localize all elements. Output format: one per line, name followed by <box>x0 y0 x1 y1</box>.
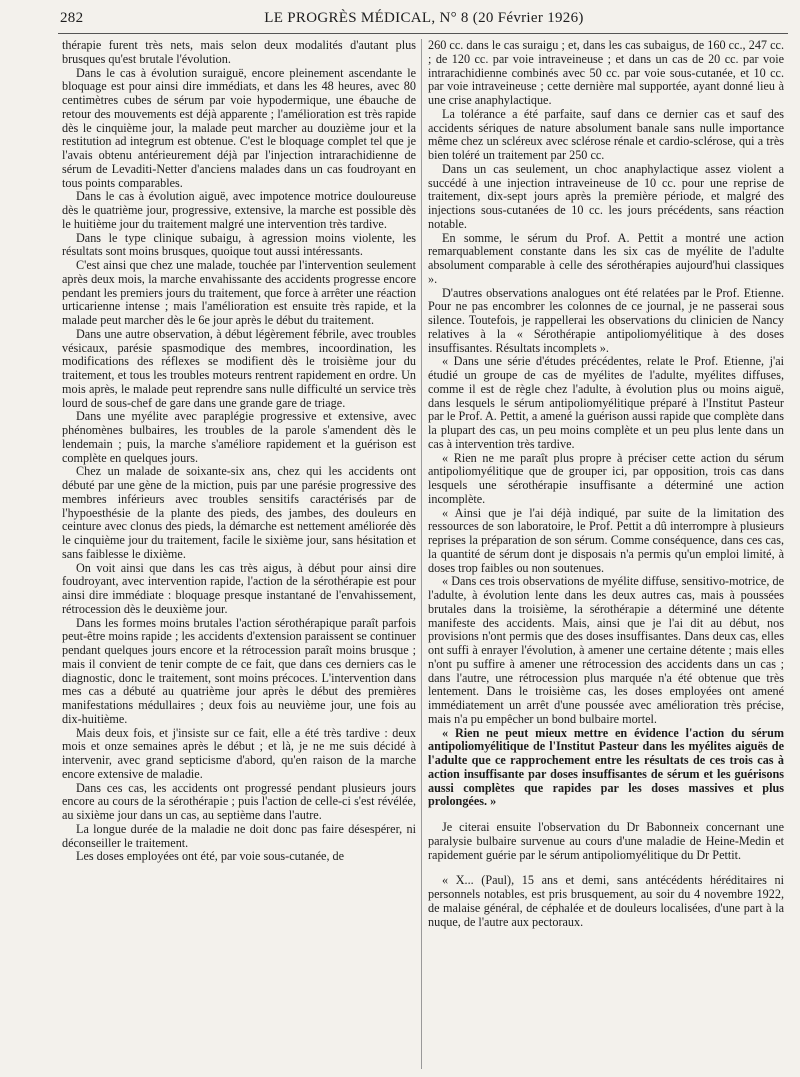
running-header <box>60 10 788 34</box>
paragraph: 260 cc. dans le cas suraigu ; et, dans les cas subaigus, de 160 cc., 247 cc. ; de 120 cc. par voie intraveineuse ; et dans un cas de 20 cc. par voie intrarachidienne combinés avec 50 cc. par voie sous-cutanée, et 10 cc. par voie intraveineuse ; cette dernière mal supportée, ayant donné lieu à une crise anaphylactique. <box>428 39 784 107</box>
paragraph: D'autres observations analogues ont été relatées par le Prof. Etienne. Pour ne pas encombrer les colonnes de ce journal, je ne passerai sous silence. Toutefois, je rappellerai les observations du clinicien de Nancy relatives à la « Sérothérapie antipoliomyélitique à des doses insuffisantes. Résultats incomplets ». <box>428 285 784 355</box>
header-rule <box>58 33 788 34</box>
paragraph: Dans le type clinique subaigu, à agression moins violente, les résultats sont moins brusques, quoique tout aussi intéressants. <box>62 230 416 259</box>
paragraph: Dans le cas à évolution suraiguë, encore pleinement ascendante le bloquage est pour ainsi dire immédiats, et dans les 48 heures, avec 80 centimètres cubes de sérum par voie hypodermique, une ébauche de retour des mouvements est déjà apparente ; l'amélioration est très rapide dès le cinquième jour, la malade peut marcher au douzième jour et la restitution ad integrum est obtenue. C'est le bloquage complet tel que je l'avais obtenu antérieurement déjà par l'injection intrarachidienne de sérum de Levaditi-Netter d'anciens malades dans un cas foudroyant en tous points comparables. <box>62 65 416 190</box>
paragraph: En somme, le sérum du Prof. A. Pettit a montré une action remarquablement constante dans les six cas de myélite de l'adulte absolument comparable à celle des sérothérapies aujourd'hui classiques ». <box>428 230 784 286</box>
case-report-paragraph: « X... (Paul), 15 ans et demi, sans antécédents héréditaires ni personnels notables, est pris brusquement, au soir du 4 novembre 1922, de malaise général, de céphalée et de douleurs localisées, d'une part à la nuque, de l'autre aux pectoraux. <box>428 873 784 929</box>
paragraph: thérapie furent très nets, mais selon deux modalités d'autant plus brusques qu'est brutale l'évolution. <box>62 39 416 66</box>
paragraph: La longue durée de la maladie ne doit donc pas faire désespérer, ni déconseiller le traitement. <box>62 821 416 850</box>
paragraph: Les doses employées ont été, par voie sous-cutanée, de <box>76 849 345 864</box>
paragraph: Dans une autre observation, à début légèrement fébrile, avec troubles vésicaux, parésie spasmodique des membres, incoordination, les modifications des réflexes se modifient dès le troisième jour du traitement, et tous les troubles moteurs rentrent rapidement en ordre. Un mois après, le malade peut reprendre sans nulle difficulté un service très lourd de sous-chef de gare dans une grande gare de triage. <box>62 326 416 410</box>
paragraph: Dans ces cas, les accidents ont progressé pendant plusieurs jours encore au cours de la sérothérapie ; puis l'action de celle-ci s'est révélée, au sixième jour dans un cas, au septième dans l'autre. <box>62 780 416 822</box>
quote-paragraph: « Rien ne peut mieux mettre en évidence l'action du sérum antipoliomyélitique de l'Institut Pasteur dans les myélites aiguës de l'adulte que ce rapprochement entre les résultats de ces trois cas à action insuffisante par doses insuffisantes de sérum et les guérisons aussi complètes que rapides par les doses massives et plus prolongées. » <box>428 725 784 809</box>
paragraph: Dans un cas seulement, un choc anaphylactique assez violent a succédé à une injection intraveineuse de 10 cc. pour une reprise de traitement, dix-sept jours après la première période, et malgré des injections sous-cutanées de 10 cc. les jours précédents, sans réaction notable. <box>428 161 784 231</box>
paragraph: Dans une myélite avec paraplégie progressive et extensive, avec phénomènes bulbaires, les troubles de la parole s'amendent dès le lendemain ; puis, la marche s'améliore rapidement et la guérison est complète en quelques jours. <box>62 409 416 465</box>
column-divider <box>421 39 422 1069</box>
paragraph: Je citerai ensuite l'observation du Dr Babonneix concernant une paralysie bulbaire survenue au cours d'une maladie de Heine-Medin et rapidement guérie par le sérum antipoliomyélitique du Dr Pettit. <box>428 820 784 862</box>
page-number: 282 <box>60 10 84 26</box>
paragraph: Mais deux fois, et j'insiste sur ce fait, elle a été très tardive : deux mois et onze semaines après le début ; et là, je ne me suis décidé à intervenir, avec grand septicisme d'abord, qu'en raison de la marche encore extensive de maladie. <box>62 725 416 781</box>
quote-paragraph: « Ainsi que je l'ai déjà indiqué, par suite de la limitation des ressources de son laboratoire, le Prof. Pettit a dû interrompre à plusieurs reprises la préparation de son sérum. Comme conséquence, dans ces cas, la quantité de sérum dont je disposais n'a permis qu'un emploi limité, à doses trop faibles ou non soutenues. <box>428 505 784 575</box>
quote-paragraph: « Dans une série d'études précédentes, relate le Prof. Etienne, j'ai étudié un groupe de cas de myélites de l'adulte, myélites diffuses, comme il est de règle chez l'adulte, à évolution plus ou moins aiguë, dans lesquels le sérum antipoliomyélitique préparé à l'Institut Pasteur par le Prof. A. Pettit, a amené la guérison aussi rapide que complète dans la plupart des cas, un peu moins complète et un peu plus lente dans un cas à intervention très tardive. <box>428 354 784 451</box>
paragraph: Dans le cas à évolution aiguë, avec impotence motrice douloureuse dès le quatrième jour, progressive, extensive, la marche est possible dès le huitième jour du traitement malgré une intervention très tardive. <box>62 189 416 231</box>
quote-paragraph: « Dans ces trois observations de myélite diffuse, sensitivo-motrice, de l'adulte, à évolution lente dans les deux autres cas, mais à poussées brutales dans la troisième, la sérothérapie a déterminé une détente manifeste des accidents. Mais, ainsi que je l'ai dit au début, nos provisions n'ont permis que des doses insuffisantes. Dans deux cas, elles ont suffi à enrayer l'évolution, à amener une certaine détente ; mais elles n'ont pu suffire à amener une rétrocession des accidents dans un cas ; dans l'autre, une rétrocession plus marquée n'a été obtenue que très lentement. Dans le troisième cas, les doses employées ont amené immédiatement un arrêt d'une poussée avec amélioration très précise, mais n'a pu empêcher un bond bulbaire mortel. <box>428 574 784 726</box>
paragraph: On voit ainsi que dans les cas très aigus, à début pour ainsi dire foudroyant, avec intervention rapide, l'action de la sérothérapie est pour ainsi dire immédiate : bloquage presque instantané de l'envahissement, rétrocession dès le deuxième jour. <box>62 560 416 616</box>
paragraph: La tolérance a été parfaite, sauf dans ce dernier cas et sauf des accidents sériques de nature absolument banale sans nulle importance même chez un scléreux avec sclérose rénale et cardio-sclérose, qui a très bien toléré un traitement par 250 cc. <box>428 106 784 162</box>
quote-paragraph: « Rien ne me paraît plus propre à préciser cette action du sérum antipoliomyélitique que de grouper ici, par opposition, trois cas dans lesquels une sérothérapie insuffisante a déterminé une action incomplète. <box>428 450 784 506</box>
right-column <box>428 39 784 1069</box>
paragraph: Chez un malade de soixante-six ans, chez qui les accidents ont débuté par une gène de la miction, puis par une parésie progressive des membres inférieurs avec troubles sensitifs caractérisés par de l'hypoesthésie de la plante des pieds, des jambes, des douleurs en ceinture avec clonus des pieds, la démarche est nettement améliorée dès le cinquième jour du traitement, facile le sixième jour, sans hésitation et sans faiblesse le dixième. <box>62 464 416 561</box>
left-column <box>62 39 416 1069</box>
paragraph: C'est ainsi que chez une malade, touchée par l'intervention seulement après deux mois, la marche envahissante des accidents progresse encore pendant les premiers jours du traitement, que force à arrêter une réaction urticarienne intense ; mais l'amélioration est ensuite très rapide, et la malade peut marcher dès le 6e jour après le début du traitement. <box>62 258 416 327</box>
journal-title: LE PROGRÈS MÉDICAL, N° 8 (20 Février 1926) <box>264 10 584 26</box>
paragraph: Dans les formes moins brutales l'action sérothérapique paraît parfois peut-être moins rapide ; les accidents d'extension paraissent se continuer pendant quelques jours encore et la rétrocession paraît moins brusque ; mais il convient de tenir compte de ce fait, que dans ces derniers cas le diagnostic, donc le traitement, sont moins précoces. L'intervention dans mes cas a débuté au quatrième jour après le début des premières manifestations médullaires ; deux fois au neuvième jour, une fois au dix-huitième. <box>62 615 416 726</box>
